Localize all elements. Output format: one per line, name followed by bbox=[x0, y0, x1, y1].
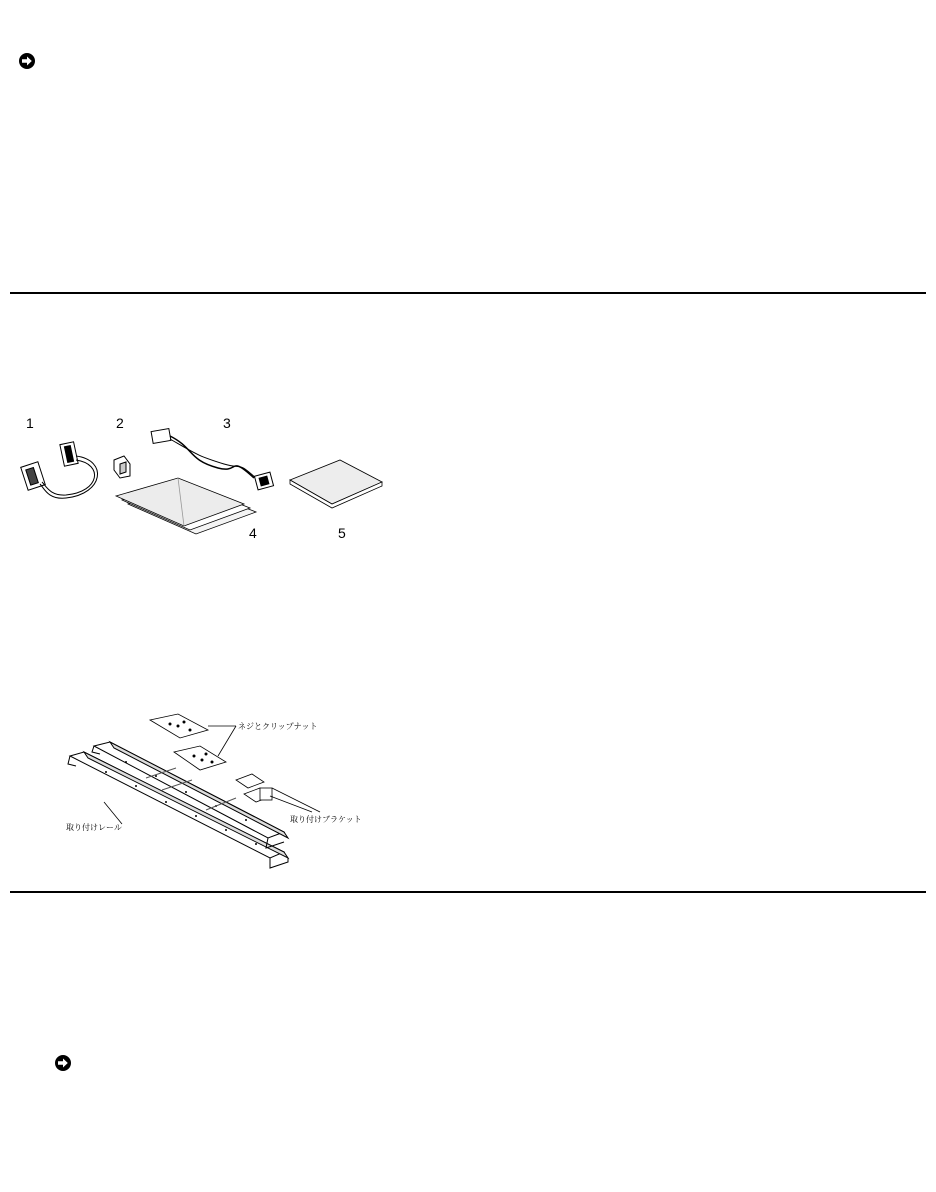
package-contents-illustration bbox=[18, 408, 388, 548]
label-mounting-rails: 取り付けレール bbox=[66, 823, 122, 832]
callout-3: 3 bbox=[223, 415, 231, 431]
callout-5: 5 bbox=[338, 525, 346, 541]
callout-4: 4 bbox=[249, 525, 257, 541]
rail-kit-figure bbox=[66, 712, 376, 882]
software-cd-illustration bbox=[290, 460, 382, 508]
mounting-rails-illustration bbox=[68, 742, 288, 868]
label-screws-clip-nuts: ネジとクリップナット bbox=[238, 722, 318, 731]
callout-1: 1 bbox=[26, 415, 34, 431]
section-divider-bottom bbox=[10, 891, 926, 893]
mounting-brackets-illustration bbox=[236, 774, 272, 802]
section-divider-top bbox=[10, 292, 926, 294]
bracket-illustration bbox=[114, 456, 130, 478]
notice-arrow-icon bbox=[54, 1054, 72, 1072]
notice-arrow-icon bbox=[18, 52, 36, 70]
rail-kit-illustration bbox=[66, 712, 376, 882]
interface-cable-illustration bbox=[21, 442, 98, 498]
label-mounting-brackets: 取り付けブラケット bbox=[290, 815, 362, 824]
package-contents-figure bbox=[18, 408, 388, 548]
document-sheets-illustration bbox=[116, 478, 256, 534]
callout-2: 2 bbox=[116, 415, 124, 431]
screw-bags-illustration bbox=[150, 714, 226, 770]
